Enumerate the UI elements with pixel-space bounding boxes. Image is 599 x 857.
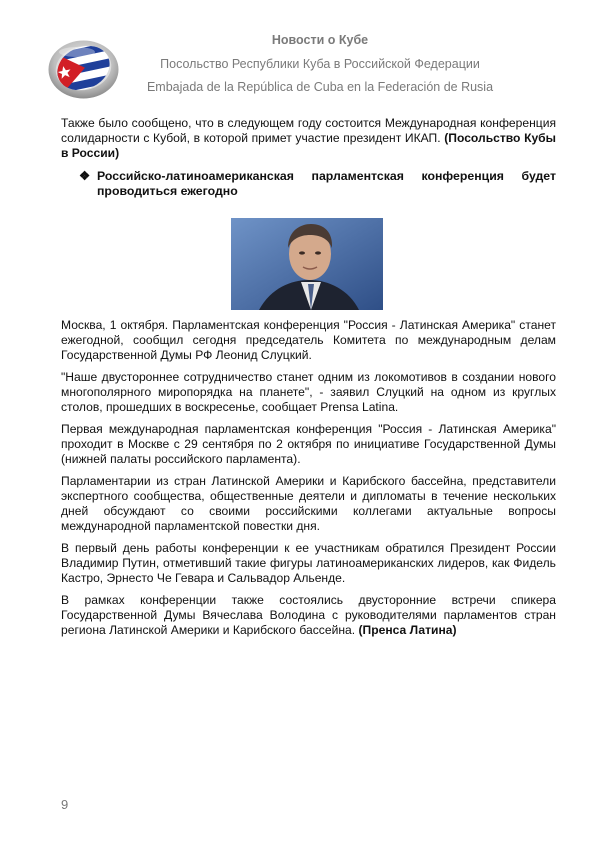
- speaker-photo: [231, 218, 383, 310]
- paragraph: Первая международная парламентская конференция "Россия - Латинская Америка" проходит в Москве с 29 сентября по 2 октября по инициативе Государственной Думы (нижней палаты российского парламента).: [61, 422, 556, 466]
- article-headline: [79, 169, 556, 199]
- paragraph: "Наше двустороннее сотрудничество станет одним из локомотивов в создании нового многополярного миропорядка на планете", - заявил Слуцкий на одном из круглых столов, прошедших в воскресенье, сообщает Prensa Latina.: [61, 370, 556, 414]
- intro-paragraph: [61, 116, 556, 161]
- bullet-diamond-icon: ❖: [79, 169, 91, 183]
- headline-text: Российско-латиноамериканская парламентская конференция будет проводиться ежегодно: [97, 169, 556, 198]
- paragraph: В первый день работы конференции к ее участникам обратился Президент России Владимир Путин, отметивший такие фигуры латиноамериканских лидеров, как Фидель Кастро, Эрнесто Че Гевара и Сальвадор Альенде.: [61, 541, 556, 585]
- paragraph: Парламентарии из стран Латинской Америки и Карибского бассейна, представители экспертного сообщества, общественные деятели и дипломаты в течение нескольких дней обсуждают со своими российскими коллегами актуальные вопросы международной парламентской повестки дня.: [61, 474, 556, 533]
- article-source: (Пренса Латина): [358, 623, 457, 637]
- intro-source: (Посольство Кубы в России): [61, 131, 556, 160]
- cuban-flag-logo: [47, 38, 120, 101]
- header-embassy-es: Embajada de la República de Cuba en la Federación de Rusia: [146, 80, 494, 94]
- article-body: [61, 318, 556, 638]
- page-number: 9: [61, 797, 69, 812]
- header-embassy-ru: Посольство Республики Куба в Российской Федерации: [160, 57, 480, 71]
- paragraph: Москва, 1 октября. Парламентская конференция "Россия - Латинская Америка" станет ежегодной, сообщил сегодня председатель Комитета по международным делам Государственной Думы РФ Леонид Слуцкий.: [61, 318, 556, 362]
- paragraph-last: [61, 593, 556, 638]
- header-title: Новости о Кубе: [271, 33, 369, 47]
- intro-text: Также было сообщено, что в следующем году состоится Международная конференция солидарности с Кубой, в которой примет участие президент ИКАП.: [61, 116, 556, 145]
- paragraph-text: В рамках конференции также состоялись двусторонние встречи спикера Государственной Думы Вячеслава Володина с руководителями парламентов стран региона Латинской Америки и Карибского бассейна.: [61, 593, 556, 637]
